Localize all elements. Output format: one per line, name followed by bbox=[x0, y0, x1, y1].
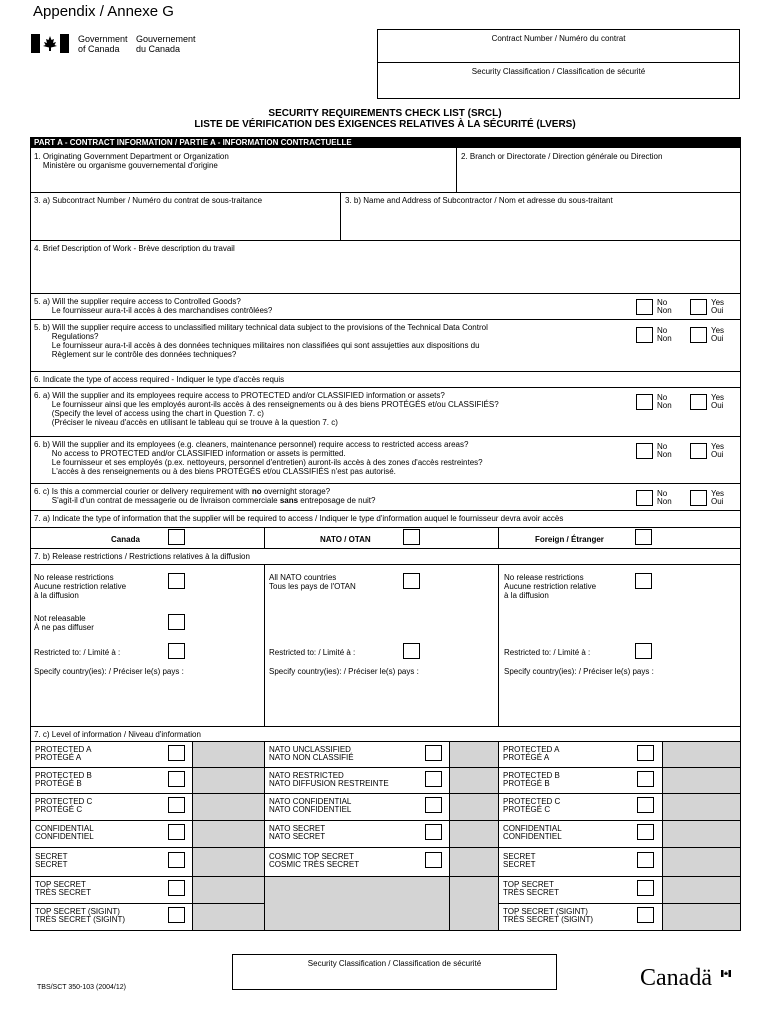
l2-r5-fr: COSMIC TRÈS SECRET bbox=[269, 860, 360, 869]
l3-r1-en: PROTECTED A bbox=[503, 745, 560, 754]
q7b-c1-no-restr-1: No release restrictions bbox=[34, 573, 114, 582]
q7c-gray-col1 bbox=[192, 742, 264, 930]
q5b-line-3: Le fournisseur aura-t-il accès à des données techniques militaires non classifiées qui sont assujetties aux dispositions du bbox=[34, 341, 480, 350]
q2-field[interactable] bbox=[457, 165, 740, 191]
l3-r4-fr: CONFIDENTIEL bbox=[503, 832, 562, 841]
l3-r6-fr: TRÈS SECRET bbox=[503, 888, 560, 897]
q6c-no-label: No bbox=[657, 489, 668, 498]
security-classification-label: Security Classification / Classification de sécurité bbox=[471, 67, 646, 76]
l2-r1-checkbox[interactable] bbox=[425, 745, 442, 761]
l3-r6-checkbox[interactable] bbox=[637, 880, 654, 896]
l3-r1-checkbox[interactable] bbox=[637, 745, 654, 761]
q7b-c1-specify-label: Specify country(ies): / Préciser le(s) pays : bbox=[34, 667, 184, 676]
q6a-line-2: Le fournisseur ainsi que les employés auront-ils accès à des renseignements ou à des biens PROTÉGÉS et/ou CLASSIFIÉS? bbox=[34, 400, 499, 409]
q6b-line-4: L'accès à des renseignements ou à des biens PROTÉGÉS et/ou CLASSIFIÉS n'est pas autorisé. bbox=[34, 467, 396, 476]
q7a-label: 7. a) Indicate the type of information that the supplier will be required to access / Indiquer le type d'information auquel le fournisseur devra avoir accès bbox=[34, 514, 564, 523]
q6c-no-checkbox[interactable] bbox=[636, 490, 653, 506]
q5b-no-label: No bbox=[657, 326, 668, 335]
l1-r5-checkbox[interactable] bbox=[168, 852, 185, 868]
l1-r1-checkbox[interactable] bbox=[168, 745, 185, 761]
q6b-no-label: No bbox=[657, 442, 668, 451]
q6b-line-3: Le fournisseur et ses employés (p.ex. nettoyeurs, personnel d'entretien) auront-ils accès à des zones d'accès restreintes? bbox=[34, 458, 483, 467]
q7b-c2-specify-field[interactable] bbox=[265, 678, 497, 725]
l2-r3-fr: NATO CONFIDENTIEL bbox=[269, 805, 352, 814]
wordmark-flag-icon bbox=[721, 964, 731, 971]
q5b-oui-label: Oui bbox=[711, 334, 724, 343]
q1-field[interactable] bbox=[31, 170, 455, 191]
q5b-line-4: Règlement sur le contrôle des données techniques? bbox=[34, 350, 237, 359]
q5a-non-label: Non bbox=[657, 306, 672, 315]
q7b-c2-all-nato-2: Tous les pays de l'OTAN bbox=[269, 582, 356, 591]
form-title-en: SECURITY REQUIREMENTS CHECK LIST (SRCL) bbox=[268, 108, 502, 119]
canada-flag-icon bbox=[31, 34, 69, 53]
l1-r4-en: CONFIDENTIAL bbox=[35, 824, 94, 833]
q6a-yes-checkbox[interactable] bbox=[690, 394, 707, 410]
q7b-c2-restricted-label: Restricted to: / Limité à : bbox=[269, 648, 356, 657]
l3-r4-en: CONFIDENTIAL bbox=[503, 824, 562, 833]
q7b-c3-restricted-label: Restricted to: / Limité à : bbox=[504, 648, 591, 657]
q6a-line-4: (Préciser le niveau d'accès en utilisant le tableau qui se trouve à la question 7. c) bbox=[34, 418, 338, 427]
gov-fr-2: du Canada bbox=[136, 44, 181, 54]
q5a-yes-label: Yes bbox=[711, 298, 725, 307]
l1-r3-checkbox[interactable] bbox=[168, 797, 185, 813]
l3-r5-en: SECRET bbox=[503, 852, 536, 861]
l3-r1-fr: PROTÉGÉ A bbox=[503, 753, 550, 762]
q4-label: 4. Brief Description of Work - Brève description du travail bbox=[34, 244, 235, 253]
q7c-label: 7. c) Level of information / Niveau d'information bbox=[34, 730, 201, 739]
l2-r4-fr: NATO SECRET bbox=[269, 832, 326, 841]
q5a-no-label: No bbox=[657, 298, 668, 307]
q5a-yes-checkbox[interactable] bbox=[690, 299, 707, 315]
l1-r3-en: PROTECTED C bbox=[35, 797, 93, 806]
l1-r7-checkbox[interactable] bbox=[168, 907, 185, 923]
l3-r3-checkbox[interactable] bbox=[637, 797, 654, 813]
l1-r6-checkbox[interactable] bbox=[168, 880, 185, 896]
l2-r5-checkbox[interactable] bbox=[425, 852, 442, 868]
q6c-oui-label: Oui bbox=[711, 497, 724, 506]
q7b-c2-all-nato-1: All NATO countries bbox=[269, 573, 337, 582]
q7b-c3-no-restr-1: No release restrictions bbox=[504, 573, 584, 582]
l2-r2-checkbox[interactable] bbox=[425, 771, 442, 787]
canada-wordmark: Canadä bbox=[640, 965, 712, 991]
q5a-line-1: 5. a) Will the supplier require access to Controlled Goods? bbox=[34, 297, 241, 306]
q4-field[interactable] bbox=[31, 255, 740, 292]
l3-r5-fr: SECRET bbox=[503, 860, 536, 869]
q7b-c3-specify-label: Specify country(ies): / Préciser le(s) pays : bbox=[504, 667, 654, 676]
q6b-line-1: 6. b) Will the supplier and its employees (e.g. cleaners, maintenance personnel) require access to restricted access areas? bbox=[34, 440, 469, 449]
q6-label: 6. Indicate the type of access required - Indiquer le type d'accès requis bbox=[34, 375, 285, 384]
gov-en-2: of Canada bbox=[78, 44, 120, 54]
q7b-c3-no-restr-checkbox[interactable] bbox=[635, 573, 652, 589]
q6a-no-checkbox[interactable] bbox=[636, 394, 653, 410]
q6c-line-1: 6. c) Is this a commercial courier or delivery requirement with no overnight storage? bbox=[34, 487, 331, 496]
q1-label-fr: Ministère ou organisme gouvernemental d'origine bbox=[34, 161, 218, 170]
l2-r2-en: NATO RESTRICTED bbox=[269, 771, 344, 780]
l2-r2-fr: NATO DIFFUSION RESTREINTE bbox=[269, 779, 389, 788]
footer-form-number: TBS/SCT 350-103 (2004/12) bbox=[37, 984, 126, 991]
q6b-oui-label: Oui bbox=[711, 450, 724, 459]
l3-r3-en: PROTECTED C bbox=[503, 797, 561, 806]
l1-r4-checkbox[interactable] bbox=[168, 824, 185, 840]
q7b-c1-not-releasable-checkbox[interactable] bbox=[168, 614, 185, 630]
l3-r4-checkbox[interactable] bbox=[637, 824, 654, 840]
q7b-c1-restricted-label: Restricted to: / Limité à : bbox=[34, 648, 121, 657]
l1-r4-fr: CONFIDENTIEL bbox=[35, 832, 94, 841]
q6a-non-label: Non bbox=[657, 401, 672, 410]
gov-en-1: Government bbox=[78, 34, 128, 44]
q5a-line-2: Le fournisseur aura-t-il accès à des marchandises contrôlées? bbox=[34, 306, 273, 315]
q1-label-en: 1. Originating Government Department or Organization bbox=[34, 152, 229, 161]
q7a-nato-label: NATO / OTAN bbox=[320, 535, 371, 544]
q7b-c1-no-restr-2: Aucune restriction relative bbox=[34, 582, 127, 591]
l3-r2-fr: PROTÉGÉ B bbox=[503, 779, 550, 788]
q7a-foreign-label: Foreign / Étranger bbox=[535, 535, 604, 544]
l2-r3-en: NATO CONFIDENTIAL bbox=[269, 797, 352, 806]
q5a-oui-label: Oui bbox=[711, 306, 724, 315]
q7b-label: 7. b) Release restrictions / Restrictions relatives à la diffusion bbox=[34, 552, 250, 561]
q6a-oui-label: Oui bbox=[711, 401, 724, 410]
l1-r1-en: PROTECTED A bbox=[35, 745, 92, 754]
q7b-c3-specify-field[interactable] bbox=[499, 678, 740, 725]
q7b-c1-specify-field[interactable] bbox=[31, 678, 263, 725]
l1-r6-fr: TRÈS SECRET bbox=[35, 888, 92, 897]
q7a-canada-checkbox[interactable] bbox=[168, 529, 185, 545]
l2-r4-checkbox[interactable] bbox=[425, 824, 442, 840]
l2-r1-en: NATO UNCLASSIFIED bbox=[269, 745, 351, 754]
q7a-foreign-checkbox[interactable] bbox=[635, 529, 652, 545]
part-a-title: PART A - CONTRACT INFORMATION / PARTIE A - INFORMATION CONTRACTUELLE bbox=[34, 138, 352, 147]
l1-r3-fr: PROTÉGÉ C bbox=[35, 805, 83, 814]
l1-r2-fr: PROTÉGÉ B bbox=[35, 779, 82, 788]
q7b-c1-not-releasable-2: À ne pas diffuser bbox=[34, 623, 94, 632]
q7b-c1-restricted-checkbox[interactable] bbox=[168, 643, 185, 659]
q7b-c2-all-nato-checkbox[interactable] bbox=[403, 573, 420, 589]
l1-r2-en: PROTECTED B bbox=[35, 771, 92, 780]
q6b-yes-label: Yes bbox=[711, 442, 725, 451]
q2-label: 2. Branch or Directorate / Direction générale ou Direction bbox=[461, 152, 663, 161]
q7a-canada-label: Canada bbox=[111, 535, 140, 544]
q7c-gray-col3 bbox=[662, 742, 740, 930]
l3-r3-fr: PROTÉGÉ C bbox=[503, 805, 551, 814]
q7a-nato-checkbox[interactable] bbox=[403, 529, 420, 545]
l1-r5-en: SECRET bbox=[35, 852, 68, 861]
l1-r6-en: TOP SECRET bbox=[35, 880, 86, 889]
q5b-line-1: 5. b) Will the supplier require access to unclassified military technical data subject to the provisions of the Technical Data Control bbox=[34, 323, 488, 332]
q5b-non-label: Non bbox=[657, 334, 672, 343]
q7b-c1-no-restr-checkbox[interactable] bbox=[168, 573, 185, 589]
footer-security-classification-label: Security Classification / Classification de sécurité bbox=[307, 959, 482, 968]
q3a-field[interactable] bbox=[31, 207, 339, 239]
l1-r5-fr: SECRET bbox=[35, 860, 68, 869]
q6a-line-3: (Specify the level of access using the chart in Question 7. c) bbox=[34, 409, 264, 418]
l1-r2-checkbox[interactable] bbox=[168, 771, 185, 787]
q6b-non-label: Non bbox=[657, 450, 672, 459]
q6b-no-checkbox[interactable] bbox=[636, 443, 653, 459]
q6c-yes-label: Yes bbox=[711, 489, 725, 498]
q7b-c3-restricted-checkbox[interactable] bbox=[635, 643, 652, 659]
l3-r2-checkbox[interactable] bbox=[637, 771, 654, 787]
q7b-c1-no-restr-3: à la diffusion bbox=[34, 591, 79, 600]
q7b-c2-specify-label: Specify country(ies): / Préciser le(s) pays : bbox=[269, 667, 419, 676]
q3b-field[interactable] bbox=[341, 207, 740, 239]
l3-r7-fr: TRÈS SECRET (SIGINT) bbox=[503, 915, 594, 924]
q5b-line-2: Regulations? bbox=[34, 332, 99, 341]
appendix-title: Appendix / Annexe G bbox=[33, 3, 174, 20]
q7b-c3-no-restr-3: à la diffusion bbox=[504, 591, 549, 600]
q6a-yes-label: Yes bbox=[711, 393, 725, 402]
q6c-line-2: S'agit-il d'un contrat de messagerie ou de livraison commerciale sans entreposage de nuit? bbox=[34, 496, 376, 505]
q7c-gray-col2-bottom bbox=[265, 877, 498, 930]
q7b-c3-no-restr-2: Aucune restriction relative bbox=[504, 582, 597, 591]
contract-number-label: Contract Number / Numéro du contrat bbox=[491, 34, 626, 43]
q3a-label: 3. a) Subcontract Number / Numéro du contrat de sous-traitance bbox=[34, 196, 263, 205]
q5a-no-checkbox[interactable] bbox=[636, 299, 653, 315]
q5b-yes-checkbox[interactable] bbox=[690, 327, 707, 343]
q6a-no-label: No bbox=[657, 393, 668, 402]
l3-r7-en: TOP SECRET (SIGINT) bbox=[503, 907, 588, 916]
form-title-fr: LISTE DE VÉRIFICATION DES EXIGENCES RELATIVES À LA SÉCURITÉ (LVERS) bbox=[194, 119, 576, 130]
q7b-c2-restricted-checkbox[interactable] bbox=[403, 643, 420, 659]
l2-r4-en: NATO SECRET bbox=[269, 824, 326, 833]
l3-r6-en: TOP SECRET bbox=[503, 880, 554, 889]
l1-r1-fr: PROTÉGÉ A bbox=[35, 753, 82, 762]
q3b-label: 3. b) Name and Address of Subcontractor / Nom et adresse du sous-traitant bbox=[345, 196, 613, 205]
q7b-c1-not-releasable-1: Not releasable bbox=[34, 614, 86, 623]
l2-r3-checkbox[interactable] bbox=[425, 797, 442, 813]
q5b-no-checkbox[interactable] bbox=[636, 327, 653, 343]
l2-r5-en: COSMIC TOP SECRET bbox=[269, 852, 354, 861]
l3-r2-en: PROTECTED B bbox=[503, 771, 560, 780]
q6c-yes-checkbox[interactable] bbox=[690, 490, 707, 506]
q6b-yes-checkbox[interactable] bbox=[690, 443, 707, 459]
q6c-non-label: Non bbox=[657, 497, 672, 506]
l2-r1-fr: NATO NON CLASSIFIÉ bbox=[269, 753, 354, 762]
gov-fr-1: Gouvernement bbox=[136, 34, 196, 44]
l1-r7-fr: TRÈS SECRET (SIGINT) bbox=[35, 915, 126, 924]
q6b-line-2: No access to PROTECTED and/or CLASSIFIED information or assets is permitted. bbox=[34, 449, 346, 458]
l1-r7-en: TOP SECRET (SIGINT) bbox=[35, 907, 120, 916]
q6a-line-1: 6. a) Will the supplier and its employees require access to PROTECTED and/or CLASSIFIED information or assets? bbox=[34, 391, 445, 400]
q5b-yes-label: Yes bbox=[711, 326, 725, 335]
l3-r7-checkbox[interactable] bbox=[637, 907, 654, 923]
l3-r5-checkbox[interactable] bbox=[637, 852, 654, 868]
